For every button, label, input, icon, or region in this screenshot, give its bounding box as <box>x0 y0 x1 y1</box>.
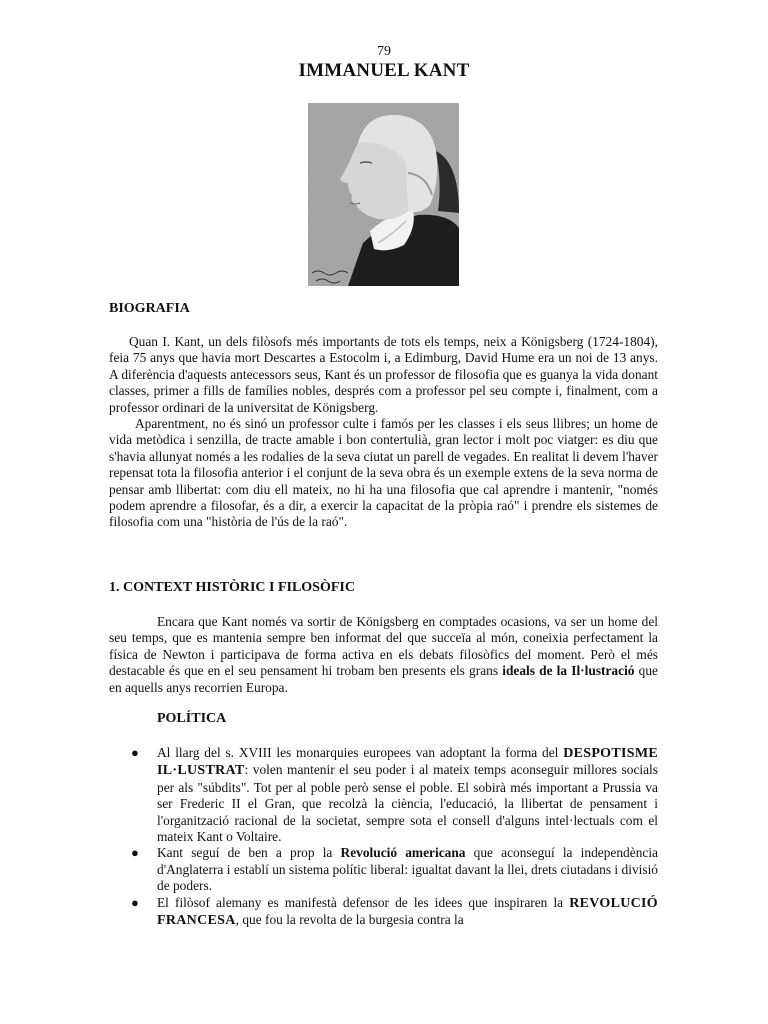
biografia-paragraph-2: Aparentment, no és sinó un professor culte i famós per les classes i els seus llibres; un home de vida metòdica i senzilla, de tracte amable i bon contertulià, gran lector i molt poc viatger: es diu que s'havia allunyat només a les rodalies de la seva ciutat un parell de vegades. En realitat li devem l'haver repensat tota la filosofia anterior i el conjunt de la seva obra és un exemple extens de la seva norma de pensar amb llibertat: com diu ell mateix, no hi ha una filosofia que cal aprendre i mantenir, "només podem aprendre a filosofar, és a dir, a exercir la capacitat de la pròpia raó" i prendre els sistemes de filosofia com una "història de l'ús de la raó". <box>109 416 658 530</box>
bullet-text-start: Al llarg del s. XVIII les monarquies europees van adoptant la forma del <box>157 745 564 760</box>
kant-portrait-image <box>308 103 459 286</box>
context-text-start: Encara que Kant només va sortir de Königsberg en comptades ocasions, va ser un home del seu temps, que es mantenia sempre ben informat del que succeïa al món, coneixia perfectament la física de Newton i participava de forma activa en els debats filosòfics del moment. Però el més destacable és que en el seu pensament hi trobam ben presents els grans <box>109 614 658 679</box>
bullet-icon: ● <box>131 745 139 760</box>
page-title: IMMANUEL KANT <box>298 60 470 81</box>
list-item <box>131 895 658 930</box>
bullet-text-bold: DESPOTISME IL·LUSTRAT <box>157 746 658 779</box>
page-number: 79 <box>377 44 391 59</box>
biografia-paragraph-1: Quan I. Kant, un dels filòsofs més importants de tots els temps, neix a Königsberg (1724-1804), feia 75 anys que havia mort Descartes a Estocolm i, a Edimburg, David Hume era un noi de 13 anys. A diferència d'aquests antecessors seus, Kant és un professor de filosofia que es guanya la vida donant classes, primer a fills de famílies nobles, després com a professor pel seu compte i, finalment, com a professor ordinari de la universitat de Königsberg. <box>109 334 658 415</box>
politica-bullet-list <box>131 745 658 929</box>
bullet-text-end: : volen mantenir el seu poder i al mateix temps aconseguir millores socials per als "súbdits". Tot per al poble però sense el poble. El sobirà més important a Prussia va ser Frederic II el Gran, que recolzà la ciència, l'educació, la llibertat de pensament i l'organització racional de la societat, sempre sota el consell d'alguns intel·lectuals com el mateix Kant o Voltaire. <box>157 762 658 845</box>
subheading-politica: POLÍTICA <box>157 711 227 726</box>
section-heading-context: 1. CONTEXT HISTÒRIC I FILOSÒFIC <box>109 580 355 595</box>
bullet-text-end: que aconseguí la independència d'Anglaterra i establí un sistema polític liberal: igualtat davant la llei, drets ciutadans i divisió de poders. <box>157 845 658 894</box>
section-heading-biografia: BIOGRAFIA <box>109 301 190 316</box>
bullet-text-bold: REVOLUCIÓ FRANCESA <box>157 895 658 929</box>
bullet-text-bold: Revolució americana <box>340 845 466 861</box>
bullet-icon: ● <box>131 894 139 910</box>
portrait-engraving <box>308 103 459 286</box>
context-text-end: que en aquells anys recorrien Europa. <box>109 663 658 695</box>
bullet-text-start: El filòsof alemany es manifestà defensor de les idees que inspiraren la <box>157 894 570 910</box>
context-body <box>109 614 658 696</box>
biografia-body <box>109 334 658 531</box>
list-item <box>131 745 658 845</box>
bullet-text-end: , que fou la revolta de la burgesia contra la <box>235 912 464 928</box>
context-paragraph-1 <box>109 614 658 696</box>
context-text-bold: ideals de la Il·lustració <box>502 663 635 679</box>
bullet-text-start: Kant seguí de ben a prop la <box>157 845 341 861</box>
list-item <box>131 845 658 894</box>
bullet-icon: ● <box>131 845 139 861</box>
